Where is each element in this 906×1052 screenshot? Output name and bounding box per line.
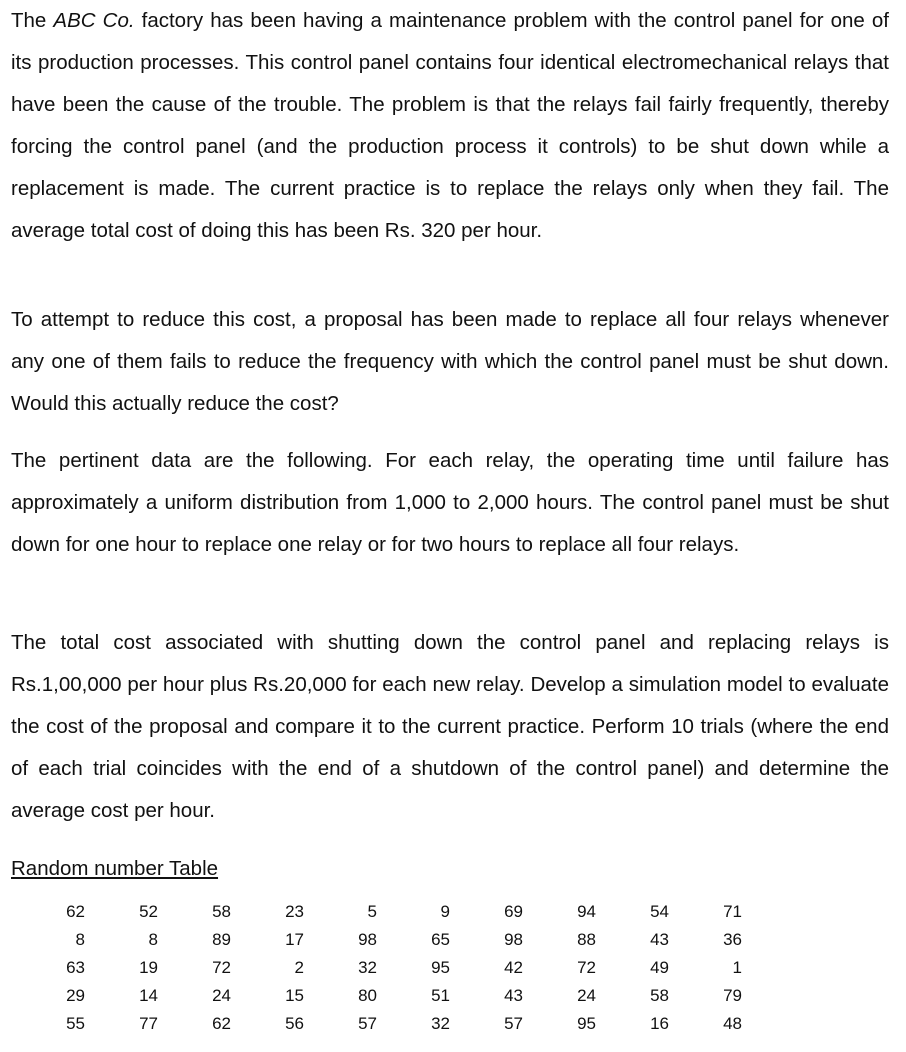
table-cell: 79 (723, 986, 742, 1005)
table-cell: 24 (212, 986, 231, 1005)
table-cell: 98 (358, 930, 377, 949)
table-row (22, 954, 752, 982)
table-cell: 23 (285, 902, 304, 921)
table-cell: 43 (650, 930, 669, 949)
table-cell: 1 (732, 958, 742, 977)
table-cell: 56 (285, 1014, 304, 1033)
table-cell: 48 (723, 1014, 742, 1033)
table-row (22, 1010, 752, 1038)
table-cell: 32 (358, 958, 377, 977)
table-cell: 72 (577, 958, 596, 977)
table-cell: 95 (577, 1014, 596, 1033)
table-cell: 89 (212, 930, 231, 949)
random-table-heading: Random number Table (11, 857, 219, 880)
table-cell: 58 (212, 902, 231, 921)
paragraph-proposal: To attempt to reduce this cost, a proposal has been made to replace all four relays whenever any one of them fails to reduce the frequency with which the control panel must be shut down. Would this actually reduce the cost? (11, 308, 889, 415)
table-cell: 14 (139, 986, 158, 1005)
table-cell: 77 (139, 1014, 158, 1033)
p1-lead-text: The (11, 9, 54, 32)
table-cell: 43 (504, 986, 523, 1005)
table-cell: 80 (358, 986, 377, 1005)
table-cell: 57 (358, 1014, 377, 1033)
table-cell: 88 (577, 930, 596, 949)
table-cell: 55 (66, 1014, 85, 1033)
table-cell: 15 (285, 986, 304, 1005)
table-cell: 42 (504, 958, 523, 977)
table-cell: 19 (139, 958, 158, 977)
table-cell: 63 (66, 958, 85, 977)
table-cell: 2 (294, 958, 304, 977)
table-cell: 57 (504, 1014, 523, 1033)
table-cell: 98 (504, 930, 523, 949)
table-cell: 72 (212, 958, 231, 977)
table-row (22, 926, 752, 954)
table-cell: 8 (75, 930, 85, 949)
table-cell: 16 (650, 1014, 669, 1033)
company-name: ABC Co. (53, 9, 135, 32)
table-cell: 32 (431, 1014, 450, 1033)
table-cell: 49 (650, 958, 669, 977)
paragraph-cost-and-task: The total cost associated with shutting down the control panel and replacing relays is Rs.1,00,000 per hour plus Rs.20,000 for each new relay. Develop a simulation model to evaluate the cost of the proposal and compare it to the current practice. Perform 10 trials (where the end of each trial coincides with the end of a shutdown of the control panel) and determine the average cost per hour. (11, 631, 889, 822)
table-cell: 51 (431, 986, 450, 1005)
random-number-table (22, 898, 752, 1038)
paragraph-pertinent-data: The pertinent data are the following. For each relay, the operating time until failure has approximately a uniform distribution from 1,000 to 2,000 hours. The control panel must be shut down for one hour to replace one relay or for two hours to replace all four relays. (11, 449, 889, 556)
table-cell: 62 (66, 902, 85, 921)
table-cell: 95 (431, 958, 450, 977)
table-cell: 69 (504, 902, 523, 921)
table-cell: 24 (577, 986, 596, 1005)
table-cell: 52 (139, 902, 158, 921)
table-cell: 65 (431, 930, 450, 949)
p1-body-text: factory has been having a maintenance problem with the control panel for one of its production processes. This control panel contains four identical electromechanical relays that have been the cause of the trouble. The problem is that the relays fail fairly frequently, thereby forcing the control panel (and the production process it controls) to be shut down while a replacement is made. The current practice is to replace the relays only when they fail. The average total cost of doing this has been Rs. 320 per hour. (11, 9, 889, 242)
table-cell: 17 (285, 930, 304, 949)
table-row (22, 982, 752, 1010)
paragraph-problem-description (11, 0, 889, 252)
table-cell: 94 (577, 902, 596, 921)
table-cell: 29 (66, 986, 85, 1005)
table-cell: 62 (212, 1014, 231, 1033)
table-cell: 58 (650, 986, 669, 1005)
table-cell: 9 (440, 902, 450, 921)
table-cell: 71 (723, 902, 742, 921)
table-row (22, 898, 752, 926)
table-cell: 8 (148, 930, 158, 949)
table-cell: 36 (723, 930, 742, 949)
table-cell: 5 (367, 902, 377, 921)
table-cell: 54 (650, 902, 669, 921)
